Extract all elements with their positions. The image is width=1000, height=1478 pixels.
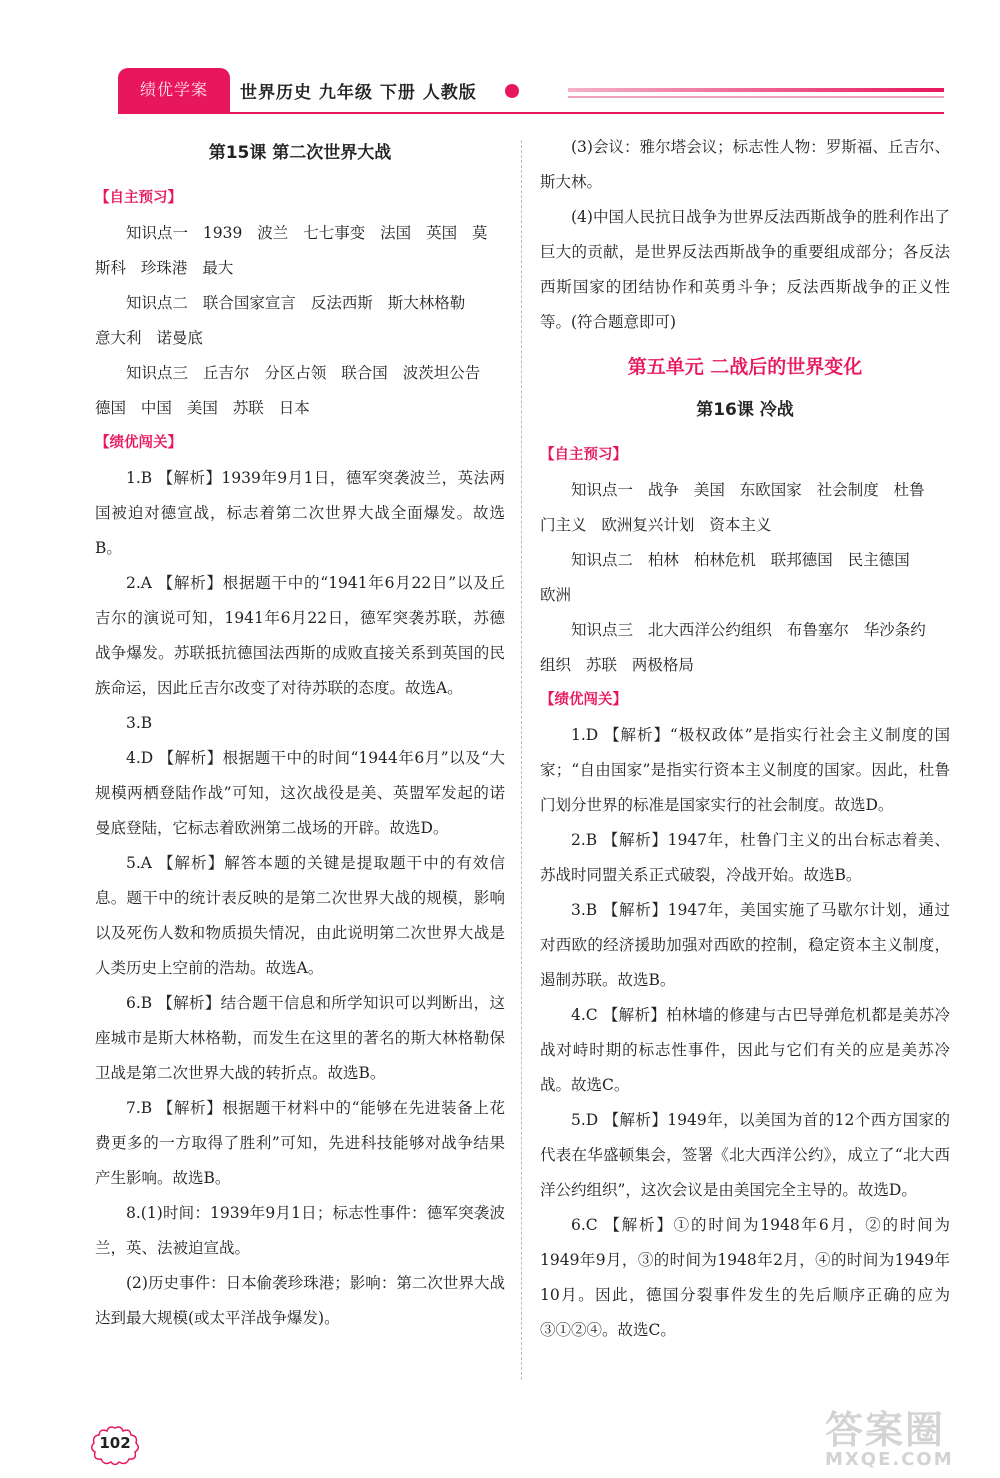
answer-2: 2.A 【解析】根据题干中的“1941年6月22日”以及丘吉尔的演说可知，1941年6月22日，德军突袭苏联，苏德战争爆发。苏联抵抗德国法西斯的成败直接关系到英国的民族命运，因此丘吉尔改变了对待苏联的态度。故选A。 xyxy=(95,574,505,697)
right-column xyxy=(540,130,950,1348)
answer-4: 4.C 【解析】柏林墙的修建与古巴导弹危机都是美苏冷战对峙时期的标志性事件，因此与它们有关的应是美苏冷战。故选C。 xyxy=(540,1006,950,1094)
header-title: 世界历史 九年级 下册 人教版 xyxy=(240,83,477,103)
header-rule xyxy=(568,88,944,92)
answer-3: 3.B xyxy=(126,714,153,732)
answer-8-2: (2)历史事件：日本偷袭珍珠港；影响：第二次世界大战达到最大规模(或太平洋战争爆发)。 xyxy=(95,1274,505,1327)
section-tag: 【自主预习】 xyxy=(540,447,627,463)
page-number xyxy=(90,1425,140,1465)
answer-2: 2.B 【解析】1947年，杜鲁门主义的出台标志着美、苏战时同盟关系正式破裂，冷战开始。故选B。 xyxy=(540,831,950,884)
answer-7: 7.B 【解析】根据题干材料中的“能够在先进装备上花费更多的一方取得了胜利”可知，先进科技能够对战争结果产生影响。故选B。 xyxy=(95,1099,505,1187)
answer-8-3: (3)会议：雅尔塔会议；标志性人物：罗斯福、丘吉尔、斯大林。 xyxy=(540,138,950,191)
unit-title: 第五单元 二战后的世界变化 xyxy=(627,356,863,378)
knowledge-point-1: 知识点一 战争 美国 东欧国家 社会制度 杜鲁 xyxy=(571,481,925,499)
knowledge-point-3: 知识点三 北大西洋公约组织 布鲁塞尔 华沙条约 xyxy=(571,621,926,639)
left-column xyxy=(95,130,505,1336)
answer-8-4: (4)中国人民抗日战争为世界反法西斯战争的胜利作出了巨大的贡献，是世界反法西斯战争的重要组成部分；各反法西斯国家的团结协作和英勇斗争；反法西斯战争的正义性等。(符合题意即可) xyxy=(540,208,950,331)
section-tag: 【自主预习】 xyxy=(95,190,182,206)
page-header xyxy=(0,60,1000,120)
knowledge-point-3-cont: 组织 苏联 两极格局 xyxy=(540,656,694,674)
answer-8-1: 8.(1)时间：1939年9月1日；标志性事件：德军突袭波兰，英、法被迫宣战。 xyxy=(95,1204,505,1257)
section-tag: 【绩优闯关】 xyxy=(540,692,627,708)
column-divider xyxy=(521,140,522,1380)
answer-3: 3.B 【解析】1947年，美国实施了马歇尔计划，通过对西欧的经济援助加强对西欧的控制，稳定资本主义制度，遏制苏联。故选B。 xyxy=(540,901,950,989)
knowledge-point-1: 知识点一 1939 波兰 七七事变 法国 英国 莫 xyxy=(126,224,488,242)
answer-6: 6.B 【解析】结合题干信息和所学知识可以判断出，这座城市是斯大林格勒，而发生在这里的著名的斯大林格勒保卫战是第二次世界大战的转折点。故选B。 xyxy=(95,994,505,1082)
knowledge-point-2: 知识点二 柏林 柏林危机 联邦德国 民主德国 xyxy=(571,551,910,569)
header-underline xyxy=(118,112,944,114)
lesson-title: 第16课 冷战 xyxy=(696,400,794,420)
answer-1: 1.D 【解析】“极权政体”是指实行社会主义制度的国家；“自由国家”是指实行资本主义制度的国家。因此，杜鲁门划分世界的标准是国家实行的社会制度。故选D。 xyxy=(540,726,950,814)
answer-5: 5.A 【解析】解答本题的关键是提取题干中的有效信息。题干中的统计表反映的是第二次世界大战的规模，影响以及死伤人数和物质损失情况，由此说明第二次世界大战是人类历史上空前的浩劫。故选A。 xyxy=(95,854,505,977)
answer-4: 4.D 【解析】根据题干中的时间“1944年6月”以及“大规模两栖登陆作战”可知，这次战役是美、英盟军发起的诺曼底登陆，它标志着欧洲第二战场的开辟。故选D。 xyxy=(95,749,505,837)
watermark xyxy=(825,1410,995,1470)
knowledge-point-3: 知识点三 丘吉尔 分区占领 联合国 波茨坦公告 xyxy=(126,364,481,382)
knowledge-point-1-cont: 斯科 珍珠港 最大 xyxy=(95,259,234,277)
knowledge-point-3-cont: 德国 中国 美国 苏联 日本 xyxy=(95,399,310,417)
header-rule-thin xyxy=(568,96,944,98)
brand-tab: 绩优学案 xyxy=(118,68,230,112)
answer-5: 5.D 【解析】1949年，以美国为首的12个西方国家的代表在华盛顿集会，签署《北大西洋公约》，成立了“北大西洋公约组织”，这次会议是由美国完全主导的。故选D。 xyxy=(540,1111,950,1199)
answer-1: 1.B 【解析】1939年9月1日，德军突袭波兰，英法两国被迫对德宣战，标志着第二次世界大战全面爆发。故选B。 xyxy=(95,469,505,557)
lesson-title: 第15课 第二次世界大战 xyxy=(208,143,392,163)
section-tag: 【绩优闯关】 xyxy=(95,435,182,451)
knowledge-point-2: 知识点二 联合国家宣言 反法西斯 斯大林格勒 xyxy=(126,294,466,312)
knowledge-point-2-cont: 欧洲 xyxy=(540,586,572,604)
page-number-text: 102 xyxy=(99,1434,131,1452)
answer-6: 6.C 【解析】①的时间为1948年6月，②的时间为1949年9月，③的时间为1948年2月，④的时间为1949年10月。因此，德国分裂事件发生的先后顺序正确的应为③①②④。故选C。 xyxy=(540,1216,950,1339)
knowledge-point-1-cont: 门主义 欧洲复兴计划 资本主义 xyxy=(540,516,772,534)
watermark-text: 答案圈 xyxy=(825,1408,946,1452)
watermark-url: MXQE.COM xyxy=(825,1449,954,1470)
header-dot-icon xyxy=(505,84,519,98)
knowledge-point-2-cont: 意大利 诺曼底 xyxy=(95,329,203,347)
